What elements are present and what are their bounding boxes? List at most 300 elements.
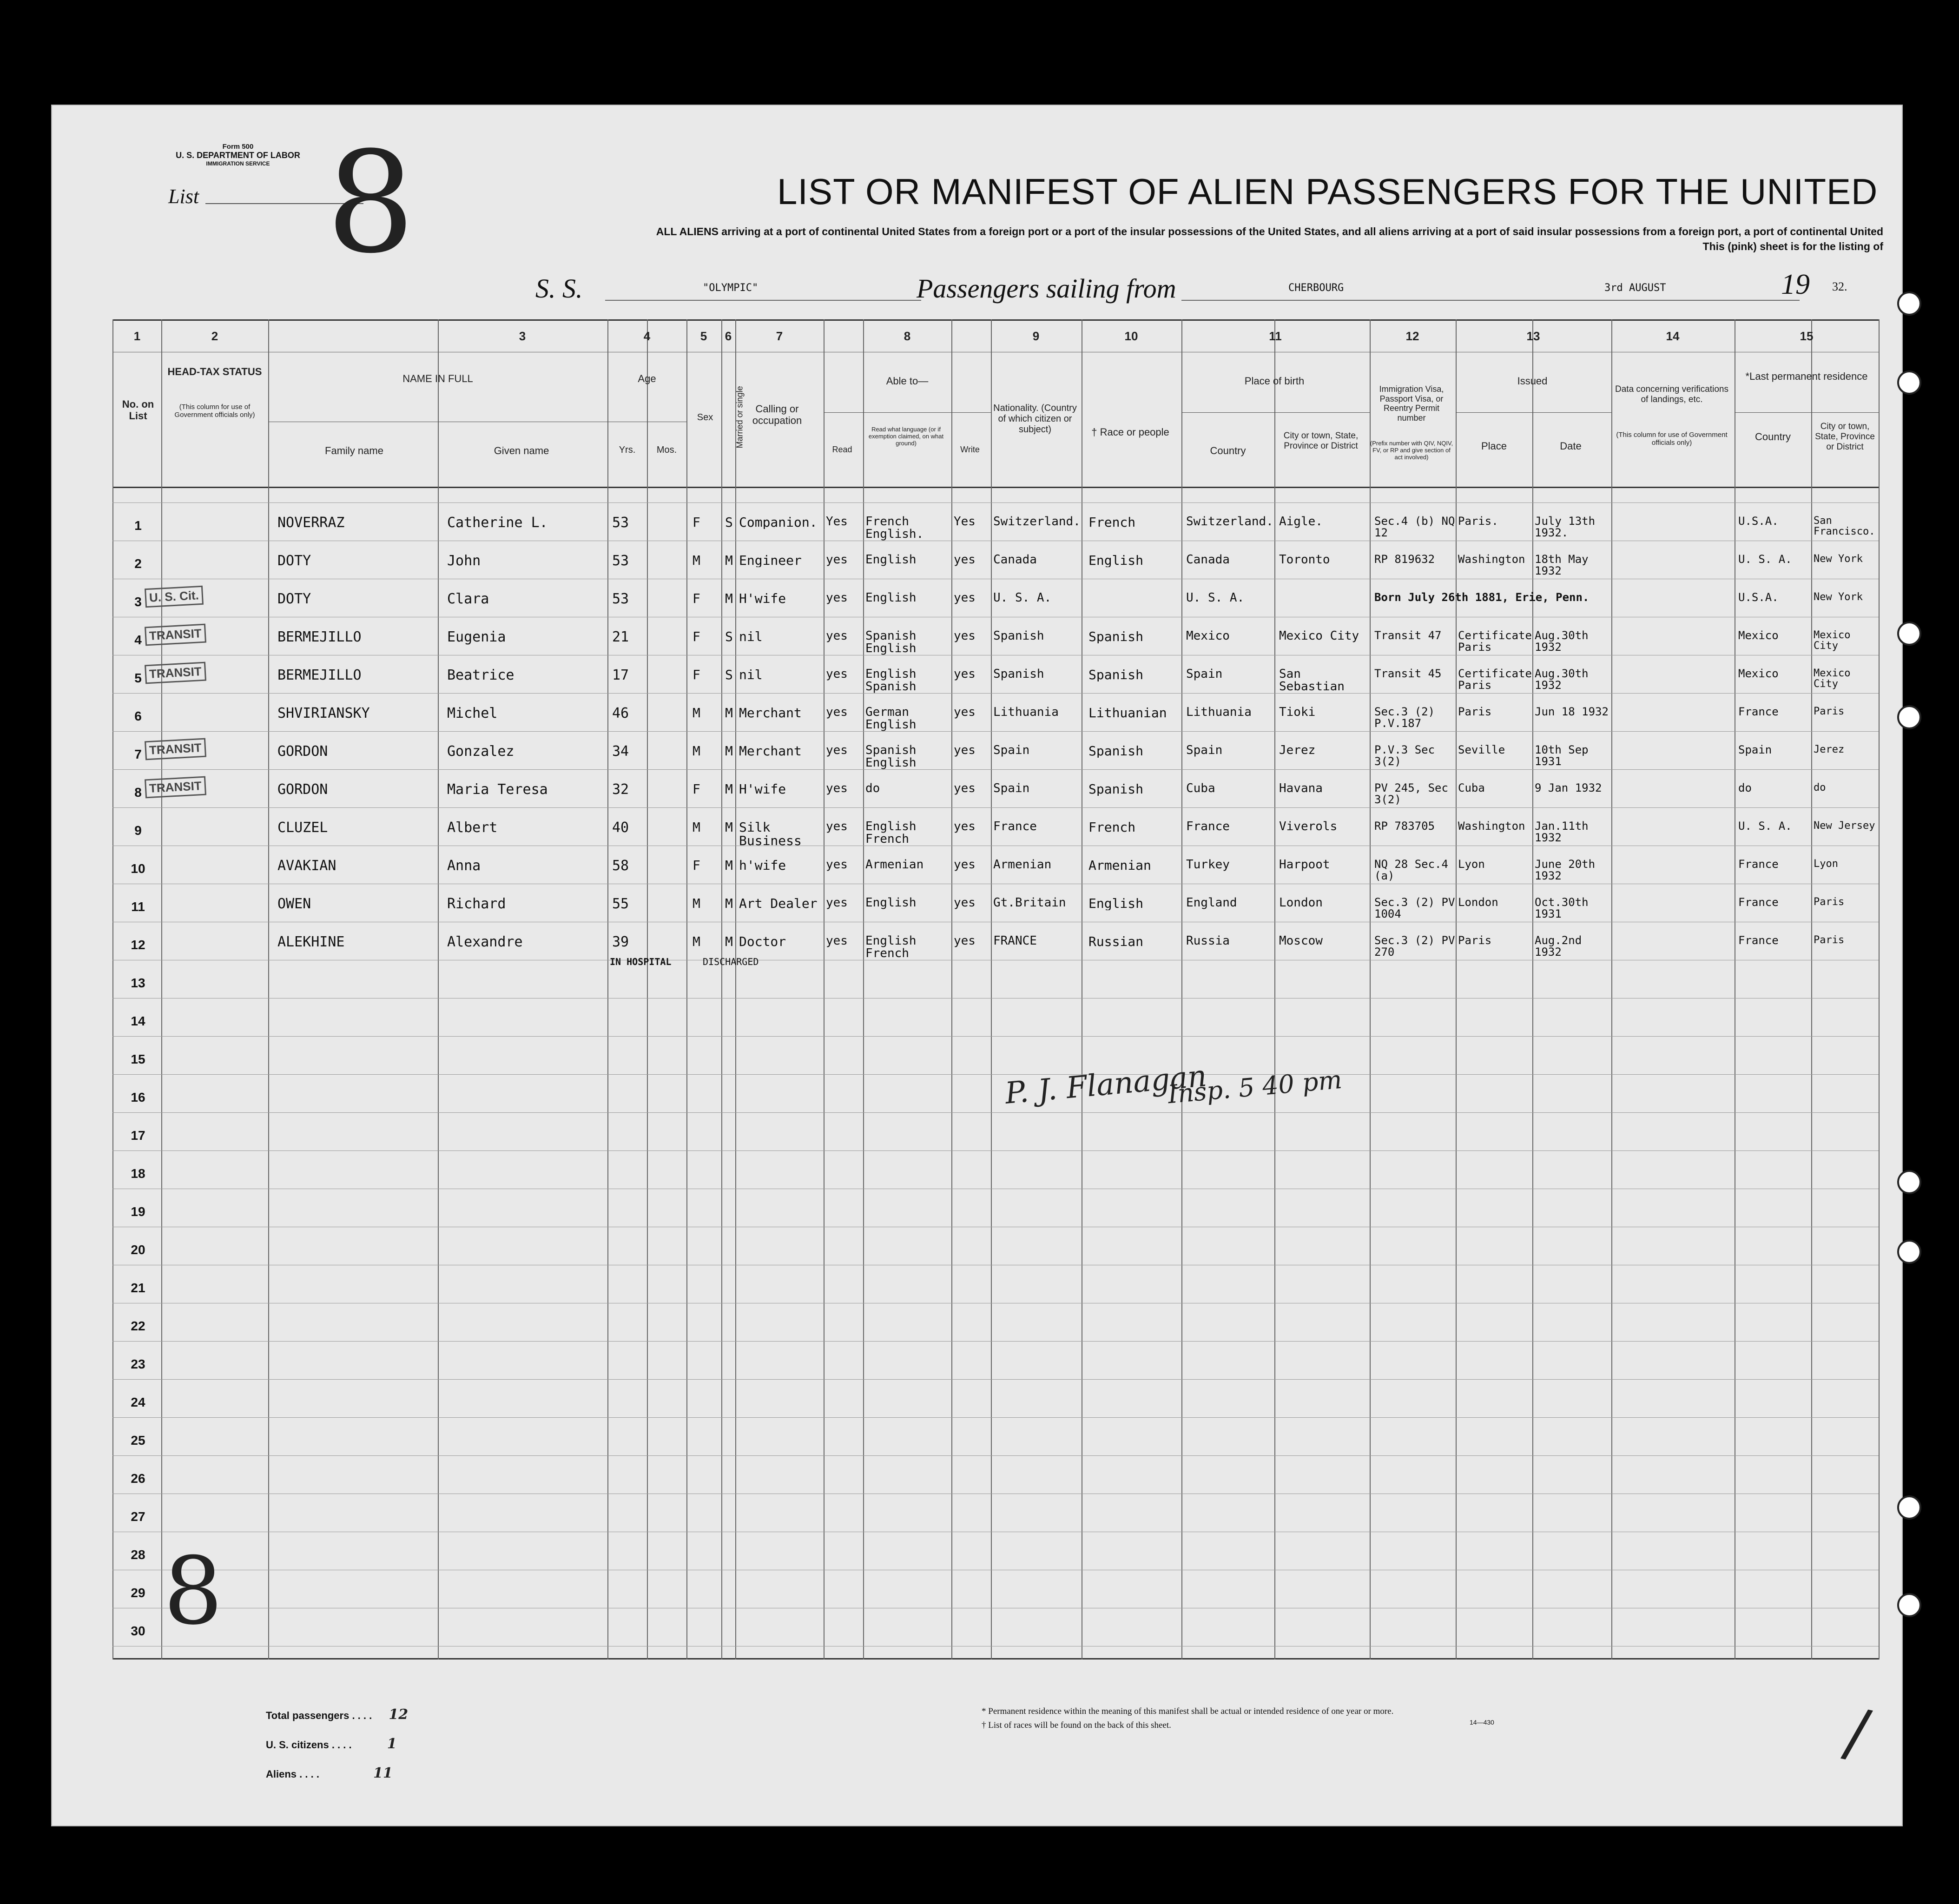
race: Spanish [1088, 630, 1144, 644]
languages: Armenian [865, 859, 924, 872]
nationality: Armenian [993, 859, 1052, 872]
age-years: 55 [612, 896, 629, 912]
birth-city: Toronto [1279, 554, 1330, 567]
can-read: yes [826, 667, 848, 681]
ship-name: "OLYMPIC" [703, 282, 759, 294]
column-number: 3 [519, 329, 526, 343]
row-rule [112, 807, 1879, 808]
row-rule [112, 1036, 1879, 1037]
row-number: 22 [131, 1319, 145, 1333]
can-write: yes [954, 629, 976, 643]
table-bottom-border [112, 1658, 1879, 1659]
marital-status: S [725, 667, 733, 682]
bottom-handwritten-eight: 8 [164, 1537, 223, 1646]
departure-date: 3rd AUGUST [1604, 282, 1666, 294]
issued-place: London [1458, 897, 1498, 909]
column-number: 6 [725, 329, 732, 343]
can-read: yes [826, 553, 848, 567]
race: Armenian [1088, 859, 1151, 873]
list-number: 8 [326, 122, 415, 284]
row-number: 5 [134, 671, 142, 685]
can-read: yes [826, 896, 848, 910]
occupation: nil [739, 630, 763, 644]
footer-notes [982, 1705, 1393, 1733]
row-rule [112, 502, 1879, 503]
header-read-language: Read what language (or if exemption claimed, on what ground) [868, 426, 944, 447]
column-rule [438, 319, 439, 1659]
marital-status: M [725, 896, 733, 911]
sex: F [693, 629, 700, 644]
column-rule [268, 319, 269, 1659]
us-citizens-label: U. S. citizens [266, 1739, 329, 1751]
header-group-rule [1181, 412, 1370, 413]
languages: English [865, 554, 917, 567]
occupation: Companion. [739, 516, 818, 529]
row-number: 26 [131, 1471, 145, 1486]
sex: M [693, 705, 700, 721]
row-number: 4 [134, 633, 142, 647]
sex: M [693, 896, 700, 911]
row-number: 15 [131, 1052, 145, 1066]
birth-city: Jerez [1279, 744, 1316, 757]
row-number: 12 [131, 938, 145, 952]
residence-city: Paris [1814, 897, 1845, 908]
issued-place: Certificate Paris [1458, 668, 1532, 692]
family-name: NOVERRAZ [277, 516, 345, 530]
marital-status: M [725, 553, 733, 568]
age-years: 17 [612, 667, 629, 683]
can-read: yes [826, 781, 848, 795]
row-number: 9 [134, 823, 142, 838]
given-name: Gonzalez [447, 744, 514, 759]
list-label: List [168, 185, 199, 208]
marital-status: M [725, 705, 733, 721]
residence-city: New Jersey [1814, 820, 1875, 832]
issued-place: Lyon [1458, 859, 1485, 871]
column-number: 5 [700, 329, 707, 343]
nationality: Spain [993, 744, 1030, 757]
issued-date: Aug.30th 1932 [1535, 668, 1589, 692]
nationality: Spanish [993, 630, 1044, 643]
visa-number: PV 245, Sec 3(2) [1374, 782, 1448, 806]
row-number: 18 [131, 1166, 145, 1181]
race: French [1088, 516, 1136, 529]
marital-status: M [725, 858, 733, 873]
row-rule [112, 1112, 1879, 1113]
given-name: John [447, 554, 481, 569]
birth-country: Spain [1186, 668, 1223, 681]
birth-city: Mexico City [1279, 630, 1359, 643]
age-years: 21 [612, 629, 629, 645]
family-name: DOTY [277, 554, 311, 569]
head-tax-stamp: TRANSIT [145, 624, 206, 646]
subtitle-line-1: ALL ALIENS arriving at a port of continental United States from a foreign port or a port of the insular possessions of the United States, and all aliens arriving at a port of said insular possessions from a foreign port, a port of continental United [656, 225, 1883, 238]
visa-number: Transit 45 [1374, 668, 1442, 680]
us-citizens-row: U. S. citizens . . . . 1 [266, 1736, 397, 1752]
languages: German English [865, 706, 917, 732]
header-place-of-birth: Place of birth [1244, 375, 1305, 387]
header-group-rule [824, 412, 991, 413]
sailing-from-label: Passengers sailing from [917, 273, 1176, 304]
can-read: yes [826, 820, 848, 833]
age-years: 53 [612, 591, 629, 607]
column-number: 14 [1666, 329, 1680, 343]
row-rule [112, 1455, 1879, 1456]
subtitle-line-2: This (pink) sheet is for the listing of [1702, 240, 1883, 253]
can-read: yes [826, 934, 848, 948]
row-rule [112, 731, 1879, 732]
languages: Spanish English [865, 744, 917, 770]
header-age: Age [638, 373, 656, 384]
header-no-on-list: No. on List [122, 398, 154, 422]
footer-totals [266, 1700, 408, 1788]
column-rule [1879, 319, 1880, 1659]
can-write: yes [954, 553, 976, 567]
head-tax-stamp: TRANSIT [145, 776, 206, 799]
nationality: U. S. A. [993, 592, 1052, 605]
header-res-country: Country [1755, 431, 1791, 443]
header-birth-city: City or town, State, Province or District [1283, 431, 1359, 451]
row-number: 3 [134, 595, 142, 609]
can-read: yes [826, 743, 848, 757]
form-number: Form 500 [222, 143, 254, 151]
punch-hole [1897, 370, 1921, 395]
issued-place: Cuba [1458, 782, 1485, 794]
issued-date: 9 Jan 1932 [1535, 782, 1602, 794]
visa-number: RP 819632 [1374, 554, 1435, 566]
header-group-rule [1456, 412, 1611, 413]
residence-city: Paris [1814, 935, 1845, 946]
race: Spanish [1088, 744, 1144, 758]
birth-country: England [1186, 897, 1237, 910]
residence-country: U.S.A. [1738, 592, 1779, 604]
visa-number: Sec.3 (2) PV 1004 [1374, 897, 1455, 920]
punch-hole [1897, 1170, 1921, 1194]
marital-status: S [725, 629, 733, 644]
age-years: 58 [612, 858, 629, 874]
nationality: Spain [993, 782, 1030, 795]
row-number: 30 [131, 1624, 145, 1638]
family-name: BERMEJILLO [277, 630, 362, 645]
row-number: 6 [134, 709, 142, 723]
marital-status: M [725, 934, 733, 949]
column-rule [112, 319, 113, 1659]
visa-number: RP 783705 [1374, 820, 1435, 833]
header-married: Married or single [735, 386, 745, 449]
nationality: FRANCE [993, 935, 1037, 948]
birth-city: Harpoot [1279, 859, 1330, 872]
row-rule [112, 1074, 1879, 1075]
column-number: 1 [133, 329, 141, 343]
issued-place: Paris. [1458, 516, 1498, 528]
languages: English [865, 592, 917, 605]
column-rule [1181, 319, 1182, 1659]
ss-label: S. S. [535, 273, 583, 304]
column-rule [951, 319, 952, 1659]
header-mos: Mos. [656, 445, 677, 455]
birth-country: Turkey [1186, 859, 1230, 872]
header-group-rule [1735, 412, 1879, 413]
languages: French English. [865, 516, 924, 541]
family-name: SHVIRIANSKY [277, 706, 370, 721]
total-passengers-label: Total passengers [266, 1710, 350, 1721]
sex: M [693, 743, 700, 759]
birth-country: Canada [1186, 554, 1230, 567]
given-name: Richard [447, 897, 506, 912]
header-yrs: Yrs. [619, 445, 636, 455]
header-head-tax-note: (This column for use of Government officials only) [174, 403, 255, 419]
given-name: Anna [447, 859, 481, 873]
column-rule [863, 319, 864, 1659]
column-rule [1456, 319, 1457, 1659]
row-number: 17 [131, 1128, 145, 1143]
row-number: 23 [131, 1357, 145, 1371]
residence-country: Mexico [1738, 630, 1779, 642]
marital-status: M [725, 591, 733, 606]
given-name: Michel [447, 706, 498, 721]
head-tax-stamp: U. S. Cit. [145, 586, 204, 608]
residence-country: France [1738, 859, 1779, 871]
row-rule [112, 1417, 1879, 1418]
family-name: CLUZEL [277, 820, 328, 835]
visa-number: Transit 47 [1374, 630, 1442, 642]
birth-country: Cuba [1186, 782, 1215, 795]
residence-country: U.S.A. [1738, 516, 1779, 528]
languages: do [865, 782, 880, 795]
residence-city: Lyon [1814, 859, 1838, 870]
nationality: Switzerland. [993, 516, 1081, 529]
age-years: 39 [612, 934, 629, 950]
footnote-residence: * Permanent residence within the meaning of this manifest shall be actual or intended residence of one year or more. [982, 1706, 1394, 1716]
occupation: Art Dealer [739, 897, 818, 911]
row-number: 19 [131, 1204, 145, 1219]
header-sex: Sex [697, 412, 713, 423]
sex: F [693, 667, 700, 682]
issued-date: Aug.30th 1932 [1535, 630, 1589, 654]
can-write: yes [954, 667, 976, 681]
punch-hole [1897, 291, 1921, 316]
family-name: DOTY [277, 592, 311, 607]
row-rule [112, 769, 1879, 770]
marital-status: S [725, 515, 733, 530]
residence-country: France [1738, 706, 1779, 718]
row-number: 21 [131, 1281, 145, 1295]
can-write: yes [954, 781, 976, 795]
column-rule [1532, 319, 1533, 1659]
port-underline [1181, 300, 1563, 301]
residence-city: Jerez [1814, 744, 1845, 755]
column-number: 8 [904, 329, 911, 343]
column-number: 4 [643, 329, 651, 343]
header-able-to: Able to— [886, 375, 929, 387]
issued-date: Oct.30th 1931 [1535, 897, 1589, 920]
family-name: OWEN [277, 897, 311, 912]
nationality: Spanish [993, 668, 1044, 681]
header-birth-country: Country [1210, 445, 1246, 456]
can-read: yes [826, 629, 848, 643]
header-last-residence: *Last permanent residence [1745, 370, 1868, 382]
column-rule [991, 319, 992, 1659]
column-rule [161, 319, 162, 1659]
column-rule [1811, 319, 1812, 1659]
service: IMMIGRATION SERVICE [206, 160, 270, 167]
row-rule [112, 1379, 1879, 1380]
occupation: Silk Business [739, 820, 802, 848]
sex: F [693, 781, 700, 797]
header-issued-date: Date [1560, 440, 1582, 452]
given-name: Albert [447, 820, 498, 835]
departure-port: CHERBOURG [1288, 282, 1344, 294]
row-number: 7 [134, 747, 142, 761]
column-number: 11 [1269, 329, 1282, 343]
race: English [1088, 897, 1144, 911]
issued-date: July 13th 1932. [1535, 516, 1596, 539]
column-number: 2 [211, 329, 218, 343]
birth-country: France [1186, 820, 1230, 833]
can-write: Yes [954, 515, 976, 529]
header-issued: Issued [1517, 375, 1548, 387]
given-name: Catherine L. [447, 516, 548, 530]
column-rule [647, 319, 648, 1659]
residence-country: U. S. A. [1738, 554, 1792, 566]
header-name-in-full: NAME IN FULL [402, 373, 473, 384]
occupation: Engineer [739, 554, 802, 568]
row-number: 13 [131, 976, 145, 990]
birth-country: Switzerland. [1186, 516, 1273, 529]
languages: English [865, 897, 917, 910]
visa-number: Born July 26th 1881, Erie, Penn. [1374, 592, 1590, 604]
us-citizens-value: 1 [387, 1736, 397, 1752]
can-read: yes [826, 591, 848, 605]
birth-city: Tioki [1279, 706, 1316, 719]
header-res-city: City or town, State, Province or District [1815, 422, 1875, 452]
issued-date: 10th Sep 1931 [1535, 744, 1589, 768]
inspection-time-note: Insp. 5 40 pm [1166, 1064, 1343, 1110]
birth-country: U. S. A. [1186, 592, 1245, 605]
footnote-races: † List of races will be found on the back of this sheet. [982, 1720, 1171, 1731]
family-name: GORDON [277, 782, 328, 797]
header-verifications: Data concerning verifications of landings, etc. [1615, 384, 1728, 404]
row-rule [112, 1341, 1879, 1342]
given-name: Clara [447, 592, 489, 607]
issued-date: Aug.2nd 1932 [1535, 935, 1582, 959]
nationality: Canada [993, 554, 1037, 567]
column-rule [1370, 319, 1371, 1659]
can-write: yes [954, 896, 976, 910]
form-header [145, 143, 331, 167]
header-visa-note: (Prefix number with QIV, NQIV, FV, or RP and give section of act involved) [1370, 440, 1453, 461]
department: U. S. DEPARTMENT OF LABOR [176, 151, 300, 160]
table-top-border [112, 319, 1879, 321]
can-write: yes [954, 705, 976, 719]
row-number: 27 [131, 1509, 145, 1524]
total-passengers-row: Total passengers . . . . 12 [266, 1706, 409, 1723]
family-name: ALEKHINE [277, 935, 345, 950]
birth-city: San Sebastian [1279, 668, 1345, 694]
can-read: Yes [826, 515, 848, 529]
residence-country: do [1738, 782, 1752, 794]
header-read: Read [832, 445, 852, 454]
birth-city: Aigle. [1279, 516, 1323, 529]
occupation: Merchant [739, 744, 802, 758]
header-given-name: Given name [494, 445, 549, 456]
visa-number: Sec.3 (2) PV 270 [1374, 935, 1455, 959]
header-visa: Immigration Visa, Passport Visa, or Reentry Permit number [1379, 384, 1444, 423]
header-verifications-note: (This column for use of Government officials only) [1616, 431, 1728, 447]
sex: F [693, 591, 700, 606]
languages: English Spanish [865, 668, 917, 694]
date-underline [1539, 300, 1800, 301]
header-family-name: Family name [325, 445, 383, 456]
family-name: GORDON [277, 744, 328, 759]
given-name: Alexandre [447, 935, 523, 950]
nationality: Lithuania [993, 706, 1059, 719]
sex: F [693, 515, 700, 530]
header-calling: Calling or occupation [752, 403, 802, 427]
can-write: yes [954, 591, 976, 605]
manifest-subtitle [433, 224, 1883, 254]
marital-status: M [725, 820, 733, 835]
inspector-signature: P. J. Flanagan [1003, 1059, 1208, 1111]
residence-country: U. S. A. [1738, 820, 1792, 833]
column-number: 7 [776, 329, 783, 343]
race: French [1088, 820, 1136, 834]
age-years: 53 [612, 515, 629, 531]
given-name: Maria Teresa [447, 782, 548, 797]
column-number: 12 [1405, 329, 1419, 343]
visa-number: Sec.4 (b) NQ 12 [1374, 516, 1455, 539]
year-suffix: 32. [1832, 280, 1847, 293]
column-rule [607, 319, 608, 1659]
row-number: 20 [131, 1243, 145, 1257]
column-number: 15 [1800, 329, 1814, 343]
issued-place: Paris [1458, 935, 1492, 947]
family-name: AVAKIAN [277, 859, 336, 873]
punch-hole [1897, 1495, 1921, 1520]
column-rule [686, 319, 687, 1659]
birth-city: London [1279, 897, 1323, 910]
manifest-sheet [51, 105, 1903, 1826]
issued-place: Paris [1458, 706, 1492, 718]
age-years: 46 [612, 705, 629, 721]
race: Spanish [1088, 668, 1144, 682]
row-number: 1 [134, 518, 142, 533]
occupation: Doctor [739, 935, 786, 949]
header-head-tax: HEAD-TAX STATUS [167, 366, 262, 377]
row-number: 11 [131, 899, 145, 914]
birth-country: Russia [1186, 935, 1230, 948]
age-years: 40 [612, 820, 629, 836]
residence-city: San Francisco. [1814, 516, 1875, 537]
row-number: 25 [131, 1433, 145, 1448]
issued-place: Washington [1458, 554, 1525, 566]
residence-city: Mexico City [1814, 630, 1851, 652]
residence-city: Paris [1814, 706, 1845, 717]
issued-place: Seville [1458, 744, 1505, 756]
visa-number: Sec.3 (2) P.V.187 [1374, 706, 1435, 730]
discharged-stamp: DISCHARGED [703, 956, 759, 967]
punch-hole [1897, 621, 1921, 646]
can-read: yes [826, 858, 848, 872]
nationality: Gt.Britain [993, 897, 1066, 910]
issued-date: Jan.11th 1932 [1535, 820, 1589, 844]
column-number: 10 [1124, 329, 1138, 343]
residence-city: New York [1814, 592, 1863, 603]
in-hospital-stamp: IN HOSPITAL [610, 956, 672, 967]
row-rule [112, 1150, 1879, 1151]
punch-hole [1897, 705, 1921, 729]
age-years: 53 [612, 553, 629, 569]
